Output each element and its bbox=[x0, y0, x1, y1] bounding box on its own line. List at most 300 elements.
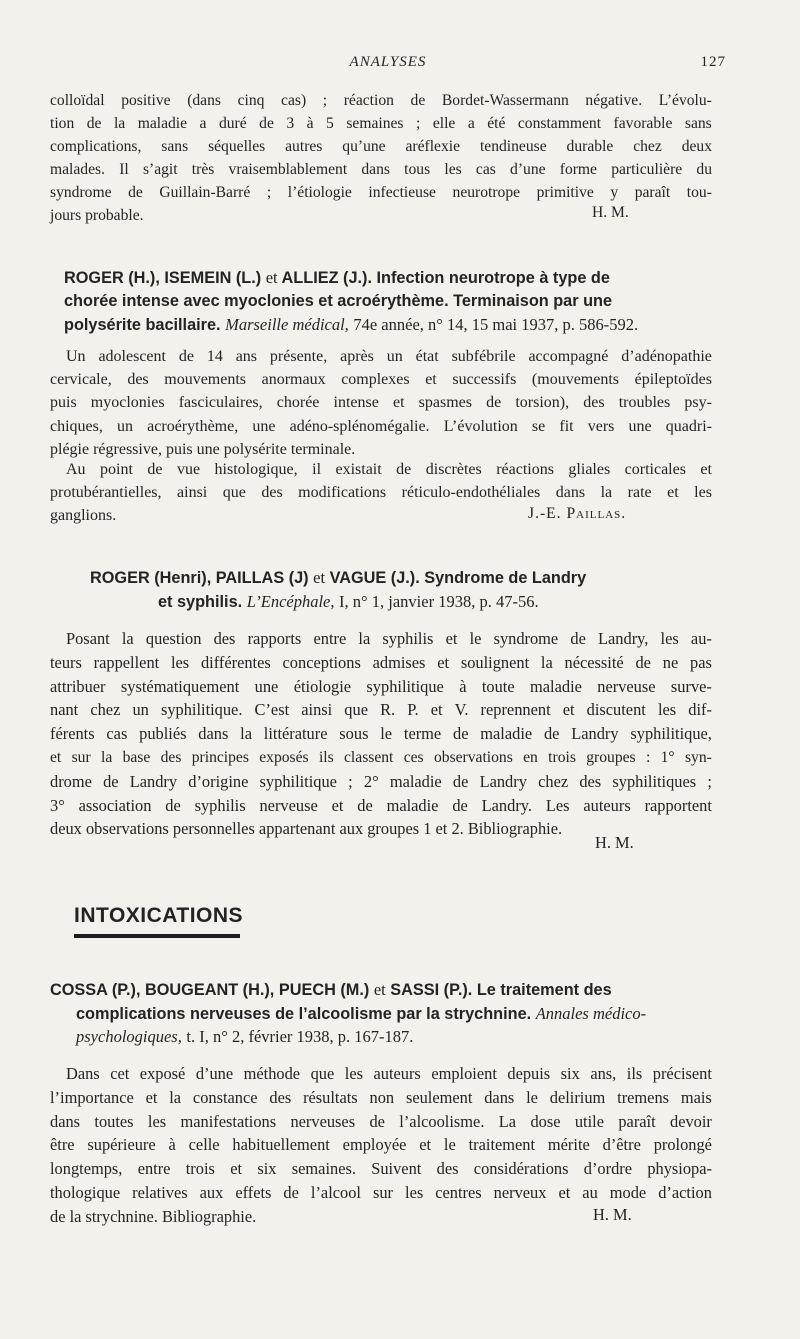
word: de bbox=[453, 724, 469, 744]
signature: J.-E. Paillas. bbox=[528, 505, 627, 522]
word: aréflexie bbox=[405, 138, 461, 155]
word: fit bbox=[559, 417, 574, 435]
word: C’est bbox=[254, 700, 290, 720]
word: ans bbox=[235, 348, 258, 365]
word: ils bbox=[626, 1064, 643, 1083]
word: syndrome bbox=[50, 184, 112, 201]
word: des bbox=[583, 394, 605, 412]
word: sous bbox=[339, 724, 369, 744]
word: syphilitique bbox=[366, 676, 444, 696]
word: six bbox=[560, 1064, 580, 1083]
word: la bbox=[169, 1087, 182, 1107]
word: Un bbox=[66, 348, 86, 365]
journal-name: Marseille médical, bbox=[225, 315, 349, 334]
word: ainsi bbox=[301, 700, 333, 720]
text-line bbox=[50, 1181, 712, 1205]
word: un bbox=[386, 348, 403, 365]
word: trois bbox=[185, 1159, 215, 1179]
word: drome bbox=[50, 771, 92, 791]
word: syndrome bbox=[493, 629, 559, 648]
word: centres bbox=[435, 1182, 482, 1202]
word: un bbox=[117, 417, 134, 435]
word: seulement bbox=[405, 1087, 473, 1107]
word: sur bbox=[71, 748, 91, 766]
word: maladie bbox=[386, 795, 439, 815]
word: férents bbox=[50, 724, 95, 744]
abstract-paragraph bbox=[50, 345, 712, 461]
word: subfébrile bbox=[451, 348, 516, 365]
word: Bordet-Wassermann bbox=[441, 92, 569, 109]
text-line: plégie régressive, puis une polysérite terminale. bbox=[50, 440, 356, 458]
title-line bbox=[90, 590, 710, 614]
word: les bbox=[444, 161, 462, 178]
word: traitement bbox=[468, 1135, 536, 1155]
word: après bbox=[340, 348, 374, 365]
word: accompagné bbox=[528, 348, 609, 365]
title-line bbox=[50, 1025, 714, 1049]
word: réactions bbox=[496, 461, 554, 478]
text-line bbox=[50, 1157, 712, 1181]
word: les bbox=[170, 652, 190, 672]
word: vraisemblablement bbox=[228, 161, 348, 178]
word: nerveuse bbox=[597, 676, 656, 696]
word: ; bbox=[322, 92, 328, 109]
word: négative. bbox=[585, 92, 643, 109]
word: entre bbox=[137, 1159, 171, 1179]
word: soulignent bbox=[460, 652, 530, 672]
word: à bbox=[306, 115, 314, 132]
text-line bbox=[50, 89, 712, 112]
word: syphilitique. bbox=[160, 700, 243, 720]
word: l’importance bbox=[50, 1087, 134, 1107]
word: employée bbox=[342, 1135, 407, 1155]
word: utile bbox=[574, 1111, 604, 1131]
word: reprennent bbox=[480, 700, 551, 720]
title-conjunction: et bbox=[373, 980, 386, 999]
word: la bbox=[100, 748, 113, 766]
word: effets bbox=[235, 1182, 272, 1202]
word: a bbox=[199, 115, 207, 132]
word: six bbox=[257, 1159, 277, 1179]
word: l’étiologie bbox=[287, 184, 352, 201]
word: état bbox=[415, 348, 439, 365]
word: relatives bbox=[132, 1182, 188, 1202]
word: et bbox=[437, 652, 450, 672]
word: et bbox=[419, 1135, 432, 1155]
word: syphilis bbox=[194, 795, 246, 815]
word: toutes bbox=[94, 1111, 134, 1131]
word: des bbox=[269, 1087, 292, 1107]
word: et bbox=[430, 700, 443, 720]
title-text: chorée intense avec myoclonies et acroérythème. Terminaison par une bbox=[64, 291, 613, 310]
word: de bbox=[259, 115, 274, 132]
word: L’évolu- bbox=[658, 92, 712, 109]
word: précisent bbox=[652, 1064, 712, 1083]
word: trois bbox=[548, 748, 576, 766]
text-line bbox=[50, 415, 712, 438]
word: d’ordre bbox=[583, 1159, 633, 1179]
word: qu’une bbox=[342, 138, 386, 155]
word: mode bbox=[609, 1182, 647, 1202]
title-text: ALLIEZ (J.). Infection neurotrope à type de bbox=[277, 269, 610, 287]
word: positive bbox=[121, 92, 171, 109]
word: résultats bbox=[303, 1087, 358, 1107]
word: point bbox=[100, 461, 133, 478]
text-line bbox=[50, 770, 712, 794]
word: constance bbox=[192, 1087, 258, 1107]
word: nerveuse bbox=[259, 795, 318, 815]
word: dans bbox=[50, 1111, 81, 1131]
word: et bbox=[50, 748, 62, 766]
word: différentes bbox=[200, 652, 271, 672]
text-line bbox=[50, 181, 712, 204]
word: de bbox=[357, 795, 373, 815]
word: les bbox=[344, 1064, 363, 1083]
text-line bbox=[50, 1062, 712, 1086]
word: complexes bbox=[341, 371, 410, 389]
word: primitive bbox=[536, 184, 594, 201]
word: de bbox=[165, 795, 181, 815]
word: longtemps, bbox=[50, 1159, 123, 1179]
title-line bbox=[50, 1002, 714, 1026]
word: nerveuses bbox=[290, 1111, 356, 1131]
word: Landry bbox=[479, 771, 527, 791]
text-line bbox=[50, 345, 712, 368]
word: ils bbox=[318, 748, 334, 766]
word: auteurs bbox=[583, 795, 631, 815]
word: des bbox=[127, 371, 149, 389]
word: la bbox=[358, 629, 371, 648]
word: Landry bbox=[129, 771, 178, 791]
word: principes bbox=[191, 748, 249, 766]
word: d’adénopathie bbox=[621, 348, 712, 365]
text-line bbox=[50, 458, 712, 481]
word: réticulo-endothéliales bbox=[401, 484, 541, 502]
word: étiologie bbox=[293, 676, 352, 696]
word: s’agit bbox=[142, 161, 178, 178]
word: syphilitique bbox=[259, 771, 337, 791]
word: constamment bbox=[517, 115, 602, 132]
word: et bbox=[392, 394, 405, 412]
word: les bbox=[694, 484, 712, 502]
word: mouvements bbox=[164, 371, 247, 389]
word: elle bbox=[432, 115, 456, 132]
text-line bbox=[50, 1110, 712, 1134]
word: maladie bbox=[530, 676, 582, 696]
word: séquelles bbox=[208, 138, 266, 155]
journal-name: psychologiques, bbox=[76, 1027, 182, 1046]
word: d’action bbox=[658, 1182, 712, 1202]
word: dose bbox=[530, 1111, 561, 1131]
word: non bbox=[369, 1087, 395, 1107]
word: de bbox=[128, 184, 143, 201]
word: cinq bbox=[237, 92, 265, 109]
word: 2° bbox=[363, 771, 379, 791]
word: cas bbox=[106, 724, 128, 744]
word: littérature bbox=[263, 724, 328, 744]
word: tion bbox=[50, 115, 75, 132]
signature: H. M. bbox=[595, 833, 634, 852]
word: Landry bbox=[571, 724, 619, 744]
word: observations bbox=[433, 748, 513, 766]
word: troubles bbox=[618, 394, 671, 412]
running-title: ANALYSES bbox=[349, 54, 427, 70]
word: cas bbox=[475, 161, 496, 178]
word: 5 bbox=[326, 115, 334, 132]
word: Guillain-Barré bbox=[159, 184, 251, 201]
word: de bbox=[570, 629, 586, 648]
word: torsion), bbox=[515, 394, 570, 412]
word: autres bbox=[285, 138, 323, 155]
word: supérieure bbox=[87, 1135, 156, 1155]
word: de bbox=[452, 795, 468, 815]
word: dans bbox=[361, 161, 390, 178]
word: de bbox=[543, 724, 560, 744]
text-line bbox=[50, 746, 712, 770]
word: ne bbox=[662, 652, 679, 672]
text-line: jours probable. bbox=[50, 207, 144, 224]
abstract-paragraph bbox=[50, 627, 712, 841]
text-line bbox=[50, 112, 712, 135]
word: ces bbox=[403, 748, 424, 766]
text-line bbox=[50, 158, 712, 181]
word: 1° bbox=[660, 748, 675, 766]
word: V. bbox=[454, 700, 469, 720]
word: manifestations bbox=[180, 1111, 277, 1131]
word: au- bbox=[690, 629, 712, 648]
page-number: 127 bbox=[700, 54, 726, 70]
word: et bbox=[562, 700, 575, 720]
word: cas) bbox=[281, 92, 307, 109]
word: des bbox=[579, 771, 602, 791]
word: maladie bbox=[480, 724, 533, 744]
word: d’origine bbox=[188, 771, 249, 791]
text-line bbox=[50, 698, 712, 722]
word: rappellent bbox=[93, 652, 160, 672]
word: favorable bbox=[613, 115, 673, 132]
word: ainsi bbox=[177, 484, 208, 502]
word: il bbox=[312, 461, 322, 478]
title-text: et syphilis. bbox=[158, 592, 243, 611]
word: d’une bbox=[510, 161, 546, 178]
word: Au bbox=[66, 461, 86, 478]
word: de bbox=[86, 115, 102, 132]
word: association bbox=[78, 795, 152, 815]
text-line bbox=[50, 481, 712, 504]
word: entre bbox=[313, 629, 347, 648]
text-line: ganglions. bbox=[50, 507, 117, 525]
word: auteurs bbox=[373, 1064, 421, 1083]
word: tremens bbox=[617, 1087, 670, 1107]
word: Landry. bbox=[481, 795, 533, 815]
word: devoir bbox=[670, 1111, 712, 1131]
word: et bbox=[230, 1159, 243, 1179]
word: de bbox=[396, 461, 412, 478]
word: les bbox=[660, 629, 679, 648]
word: de bbox=[147, 461, 163, 478]
word: l’alcool bbox=[310, 1182, 361, 1202]
word: adolescent bbox=[98, 348, 166, 365]
word: le bbox=[469, 629, 482, 648]
word: celle bbox=[188, 1135, 220, 1155]
word: emploient bbox=[431, 1064, 497, 1083]
text-line bbox=[50, 675, 712, 699]
citation: t. I, n° 2, février 1938, p. 167-187. bbox=[186, 1027, 414, 1046]
text-line bbox=[50, 722, 712, 746]
word: tendineuse bbox=[479, 138, 547, 155]
reference-title bbox=[50, 978, 714, 1049]
text-line bbox=[50, 391, 712, 414]
word: Dans bbox=[66, 1064, 100, 1083]
section-heading: INTOXICATIONS bbox=[74, 904, 244, 927]
word: complications, bbox=[50, 138, 142, 155]
word: 14 bbox=[206, 348, 223, 365]
title-text: polysérite bacillaire. bbox=[64, 316, 221, 334]
word: physiopa- bbox=[647, 1159, 712, 1179]
word: vue bbox=[176, 461, 201, 478]
word: mais bbox=[680, 1087, 712, 1107]
word: syn- bbox=[684, 748, 712, 766]
word: toute bbox=[481, 676, 515, 696]
word: admises bbox=[372, 652, 426, 672]
word: dif- bbox=[688, 700, 712, 720]
word: spasmes bbox=[418, 394, 472, 412]
word: syphilitiques bbox=[612, 771, 697, 791]
word: quadri- bbox=[665, 417, 712, 435]
title-authors: ROGER (Henri), PAILLAS (J) bbox=[90, 569, 314, 587]
title-authors: COSSA (P.), BOUGEANT (H.), PUECH (M.) bbox=[50, 981, 374, 999]
word: Landry, bbox=[598, 629, 649, 648]
word: la bbox=[113, 115, 126, 132]
word: de bbox=[486, 394, 502, 412]
word: chez bbox=[90, 700, 121, 720]
word: malades. bbox=[50, 161, 105, 178]
word: attribuer bbox=[50, 676, 106, 696]
word: terme bbox=[403, 724, 442, 744]
text-line bbox=[50, 135, 712, 158]
word: successifs bbox=[452, 371, 517, 389]
word: intense bbox=[333, 394, 379, 412]
word: méthode bbox=[243, 1064, 301, 1083]
text-line bbox=[50, 1133, 712, 1157]
word: Posant bbox=[66, 629, 110, 648]
text-line bbox=[50, 651, 712, 675]
word: colloïdal bbox=[50, 92, 105, 109]
word: anormaux bbox=[261, 371, 326, 389]
signature: H. M. bbox=[593, 1205, 632, 1224]
word: Les bbox=[545, 795, 570, 815]
word: particulière bbox=[611, 161, 683, 178]
title-line bbox=[64, 313, 724, 337]
word: paraît bbox=[618, 1111, 656, 1131]
word: de bbox=[178, 348, 194, 365]
word: à bbox=[459, 676, 467, 696]
word: exposés bbox=[259, 748, 309, 766]
word: paraît bbox=[634, 184, 671, 201]
word: et bbox=[667, 484, 679, 502]
word: des bbox=[213, 629, 236, 648]
title-conjunction: et bbox=[313, 568, 326, 587]
word: d’une bbox=[195, 1064, 234, 1083]
title-text: complications nerveuses de l’alcoolisme par la strychnine. bbox=[76, 1004, 532, 1023]
word: une bbox=[628, 417, 652, 435]
word: groupes bbox=[586, 748, 636, 766]
word: une bbox=[252, 417, 276, 435]
word: ; bbox=[415, 115, 421, 132]
word: se bbox=[531, 417, 546, 435]
word: l’alcoolisme. bbox=[399, 1111, 485, 1131]
word: au bbox=[582, 1182, 598, 1202]
word: été bbox=[487, 115, 506, 132]
title-conjunction: et bbox=[265, 268, 278, 287]
word: et bbox=[445, 629, 458, 648]
word: thologique bbox=[50, 1182, 121, 1202]
word: P. bbox=[407, 700, 419, 720]
word: a bbox=[467, 115, 475, 132]
text-line: de la strychnine. Bibliographie. bbox=[50, 1206, 257, 1226]
word: gliales bbox=[568, 461, 611, 478]
word: maladie bbox=[137, 115, 188, 132]
word: psy- bbox=[684, 394, 712, 412]
word: un bbox=[132, 700, 149, 720]
word: Il bbox=[119, 161, 129, 178]
word: sur bbox=[372, 1182, 394, 1202]
word: syphilitique, bbox=[630, 724, 712, 744]
text-line: deux observations personnelles appartenant aux groupes 1 et 2. Bibliographie. bbox=[50, 819, 563, 839]
word: et bbox=[145, 1087, 158, 1107]
word: que bbox=[344, 700, 368, 720]
word: ans, bbox=[590, 1064, 617, 1083]
word: cet bbox=[110, 1064, 130, 1083]
word: dans bbox=[484, 1087, 515, 1107]
word: le bbox=[526, 1087, 538, 1107]
word: publiés bbox=[139, 724, 187, 744]
word: que bbox=[310, 1064, 335, 1083]
word: Suivent bbox=[371, 1159, 422, 1179]
word: syphilis bbox=[382, 629, 434, 648]
word: puis bbox=[50, 394, 77, 412]
word: de bbox=[369, 1111, 385, 1131]
word: du bbox=[696, 161, 712, 178]
reference-title bbox=[90, 566, 710, 613]
word: cervicale, bbox=[50, 371, 112, 389]
word: L’évolution bbox=[443, 417, 518, 435]
word: existait bbox=[335, 461, 382, 478]
word: des bbox=[436, 1159, 459, 1179]
word: acroérythème, bbox=[147, 417, 239, 435]
word: rate bbox=[627, 484, 652, 502]
word: pas bbox=[690, 652, 712, 672]
word: la bbox=[121, 629, 134, 648]
word: systématiquement bbox=[120, 676, 240, 696]
word: chez bbox=[538, 771, 569, 791]
word: à bbox=[168, 1135, 176, 1155]
word: infectieuse bbox=[368, 184, 436, 201]
word: discrètes bbox=[425, 461, 482, 478]
word: de bbox=[452, 771, 469, 791]
word: nant bbox=[50, 700, 79, 720]
word: semaines. bbox=[291, 1159, 356, 1179]
title-line bbox=[64, 290, 724, 314]
title-line bbox=[90, 566, 710, 590]
word: 3° bbox=[50, 795, 65, 815]
word: conceptions bbox=[282, 652, 361, 672]
word: y bbox=[610, 184, 619, 201]
word: teurs bbox=[50, 652, 82, 672]
word: considérations bbox=[473, 1159, 569, 1179]
text-line bbox=[50, 1086, 712, 1110]
word: et bbox=[700, 461, 712, 478]
